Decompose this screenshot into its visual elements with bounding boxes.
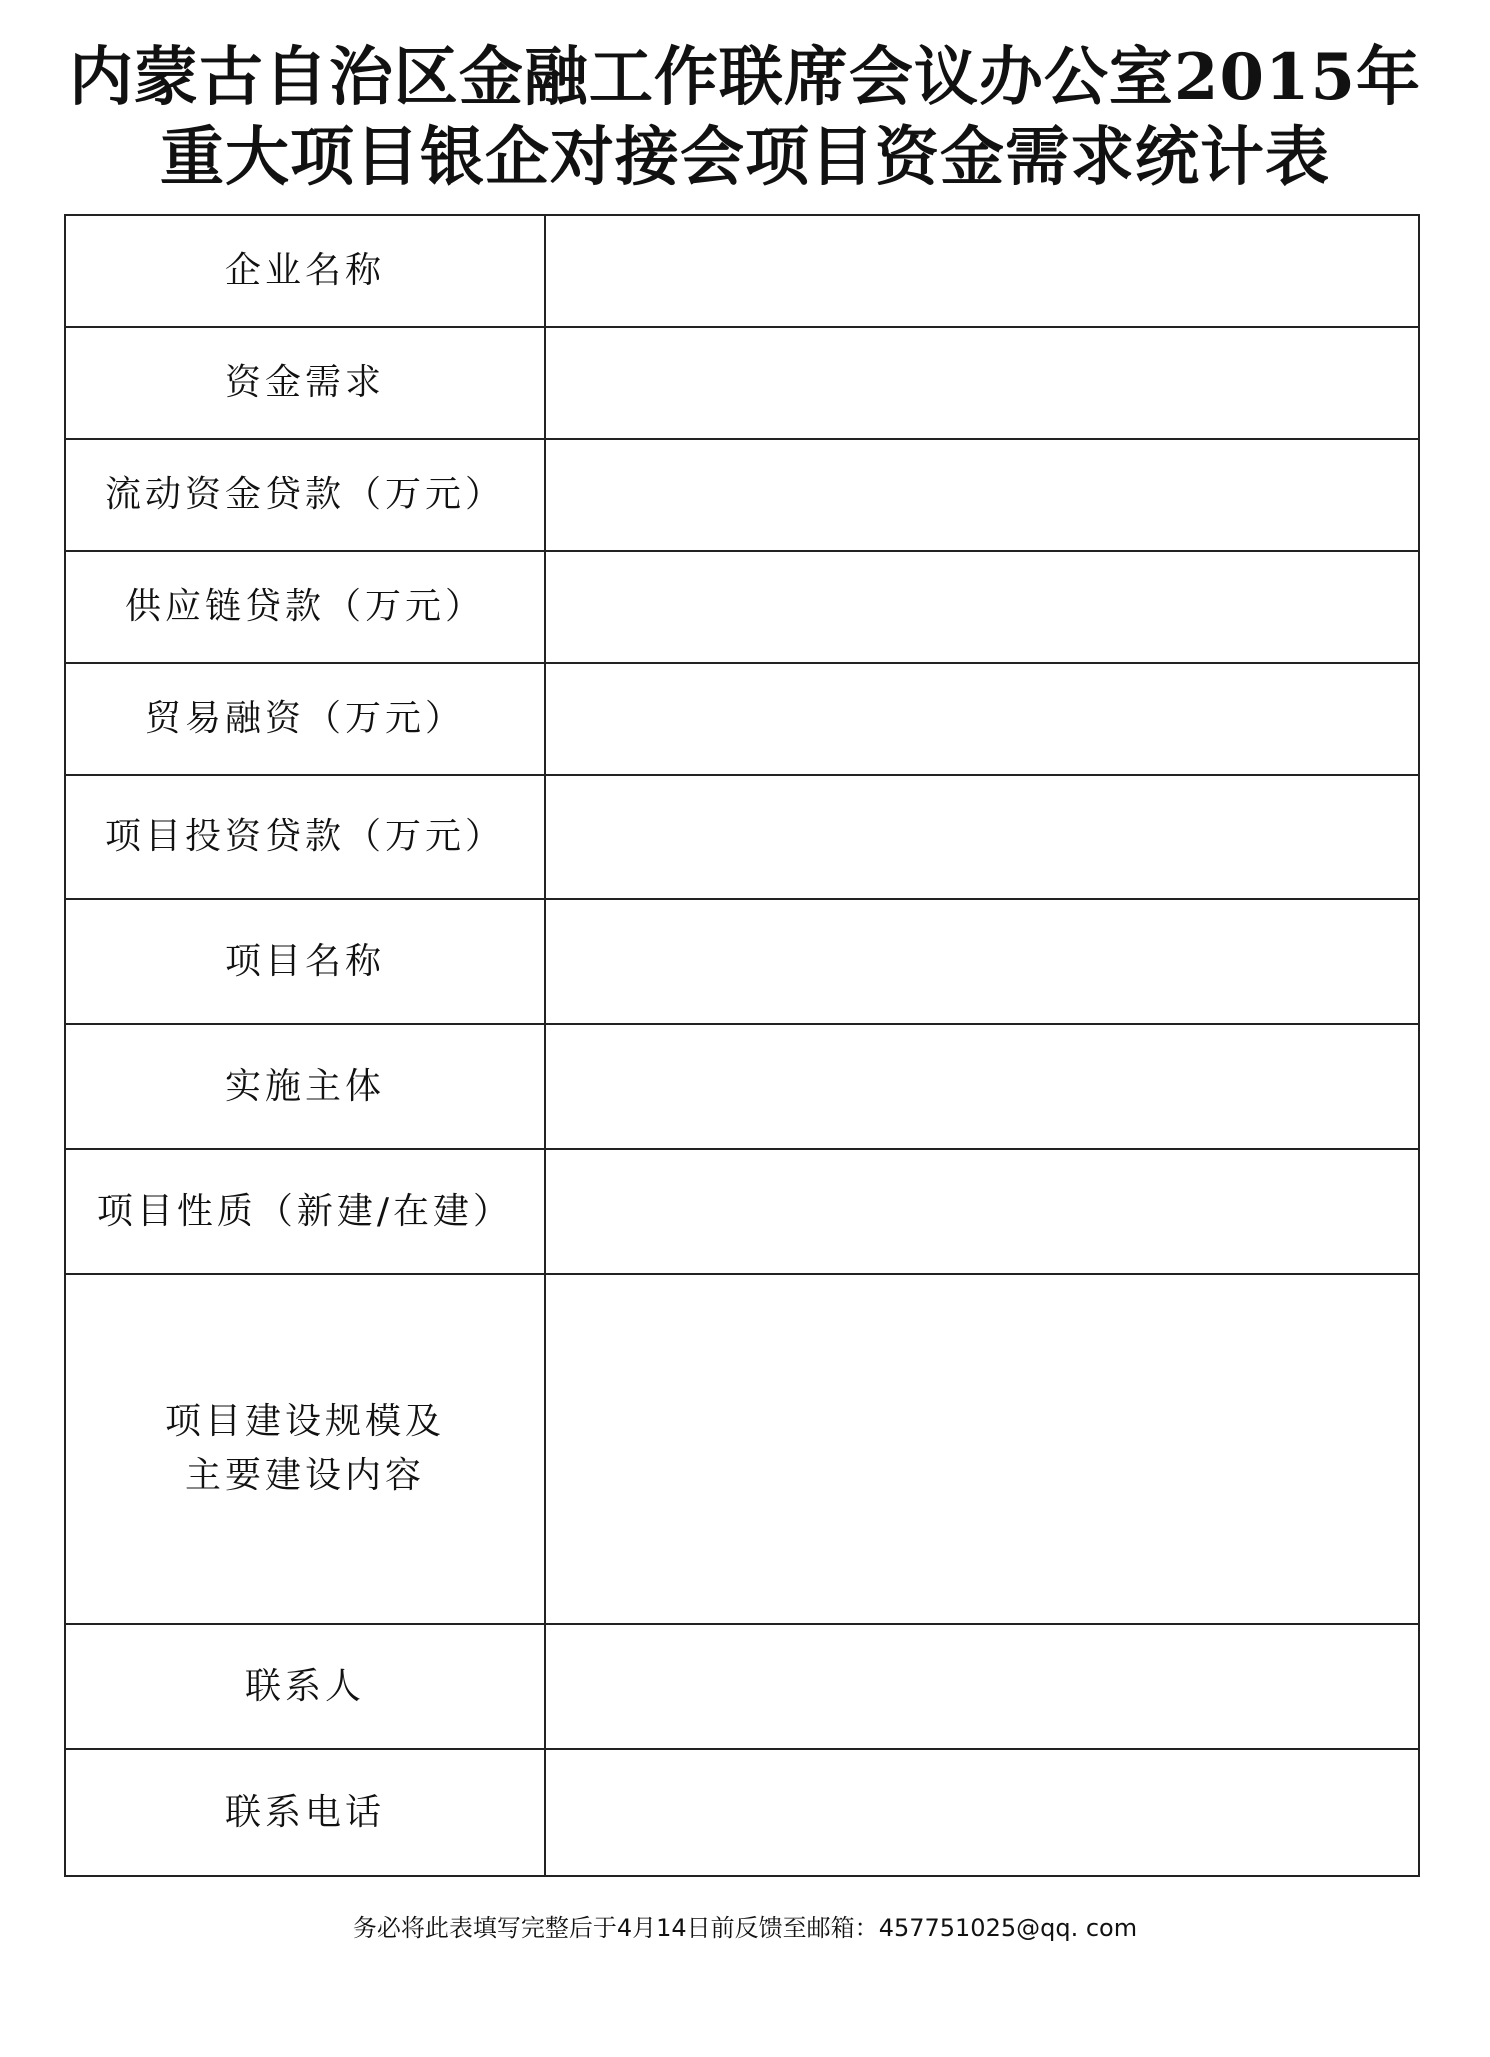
submission-email: 457751025@qq. com: [878, 1914, 1138, 1942]
row-label-cell: [65, 1749, 545, 1876]
implementing-entity-field[interactable]: [545, 1024, 1419, 1149]
row-label: 项目名称: [224, 940, 385, 982]
row-label: 联系电话: [224, 1791, 385, 1833]
row-label: 项目投资贷款（万元）: [104, 816, 505, 857]
row-label-cell: [65, 663, 545, 775]
row-label: 项目性质（新建/在建）: [96, 1190, 514, 1232]
row-label-cell: [65, 1024, 545, 1149]
row-label: 联系人: [244, 1665, 365, 1707]
contact-phone-field[interactable]: [545, 1749, 1419, 1876]
form-row-project-nature: [65, 1149, 1419, 1274]
form-row-project-investment-loan: [65, 775, 1419, 899]
form-row-construction-scope: [65, 1274, 1419, 1624]
project-investment-loan-field[interactable]: [545, 775, 1419, 899]
row-label: 实施主体: [224, 1065, 385, 1107]
funding-need-field[interactable]: [545, 327, 1419, 439]
page-title-line-2: 重大项目银企对接会项目资金需求统计表: [160, 120, 1330, 195]
row-label: 流动资金贷款（万元）: [104, 474, 505, 515]
project-name-field[interactable]: [545, 899, 1419, 1024]
trade-finance-field[interactable]: [545, 663, 1419, 775]
row-label-cell: [65, 775, 545, 899]
row-label-cell: [65, 327, 545, 439]
form-row-contact-phone: [65, 1749, 1419, 1876]
form-row-implementing-entity: [65, 1024, 1419, 1149]
row-label-cell: [65, 899, 545, 1024]
funding-requirements-form: [64, 214, 1420, 1877]
row-label: 企业名称: [224, 250, 385, 291]
form-row-contact-person: [65, 1624, 1419, 1749]
form-row-company-name: [65, 215, 1419, 327]
submission-note-text: 务必将此表填写完整后于4月14日前反馈至邮箱：: [352, 1914, 879, 1942]
row-label-cell: [65, 215, 545, 327]
row-label-cell: [65, 1274, 545, 1624]
row-label: 贸易融资（万元）: [144, 698, 465, 739]
form-row-funding-need: [65, 327, 1419, 439]
row-label: 资金需求: [224, 362, 385, 403]
form-row-project-name: [65, 899, 1419, 1024]
row-label-cell: [65, 551, 545, 663]
construction-scope-field[interactable]: [545, 1274, 1419, 1624]
contact-person-field[interactable]: [545, 1624, 1419, 1749]
submission-note: [0, 1908, 1490, 1943]
row-label: 供应链贷款（万元）: [124, 586, 485, 627]
form-row-trade-finance: [65, 663, 1419, 775]
row-label-cell: [65, 1149, 545, 1274]
form-row-working-capital-loan: [65, 439, 1419, 551]
row-label: 项目建设规模及 主要建设内容: [164, 1401, 445, 1496]
company-name-field[interactable]: [545, 215, 1419, 327]
row-label-cell: [65, 439, 545, 551]
form-row-supply-chain-loan: [65, 551, 1419, 663]
working-capital-loan-field[interactable]: [545, 439, 1419, 551]
supply-chain-loan-field[interactable]: [545, 551, 1419, 663]
page-title-line-1: 内蒙古自治区金融工作联席会议办公室2015年: [68, 40, 1422, 115]
project-nature-field[interactable]: [545, 1149, 1419, 1274]
row-label-cell: [65, 1624, 545, 1749]
